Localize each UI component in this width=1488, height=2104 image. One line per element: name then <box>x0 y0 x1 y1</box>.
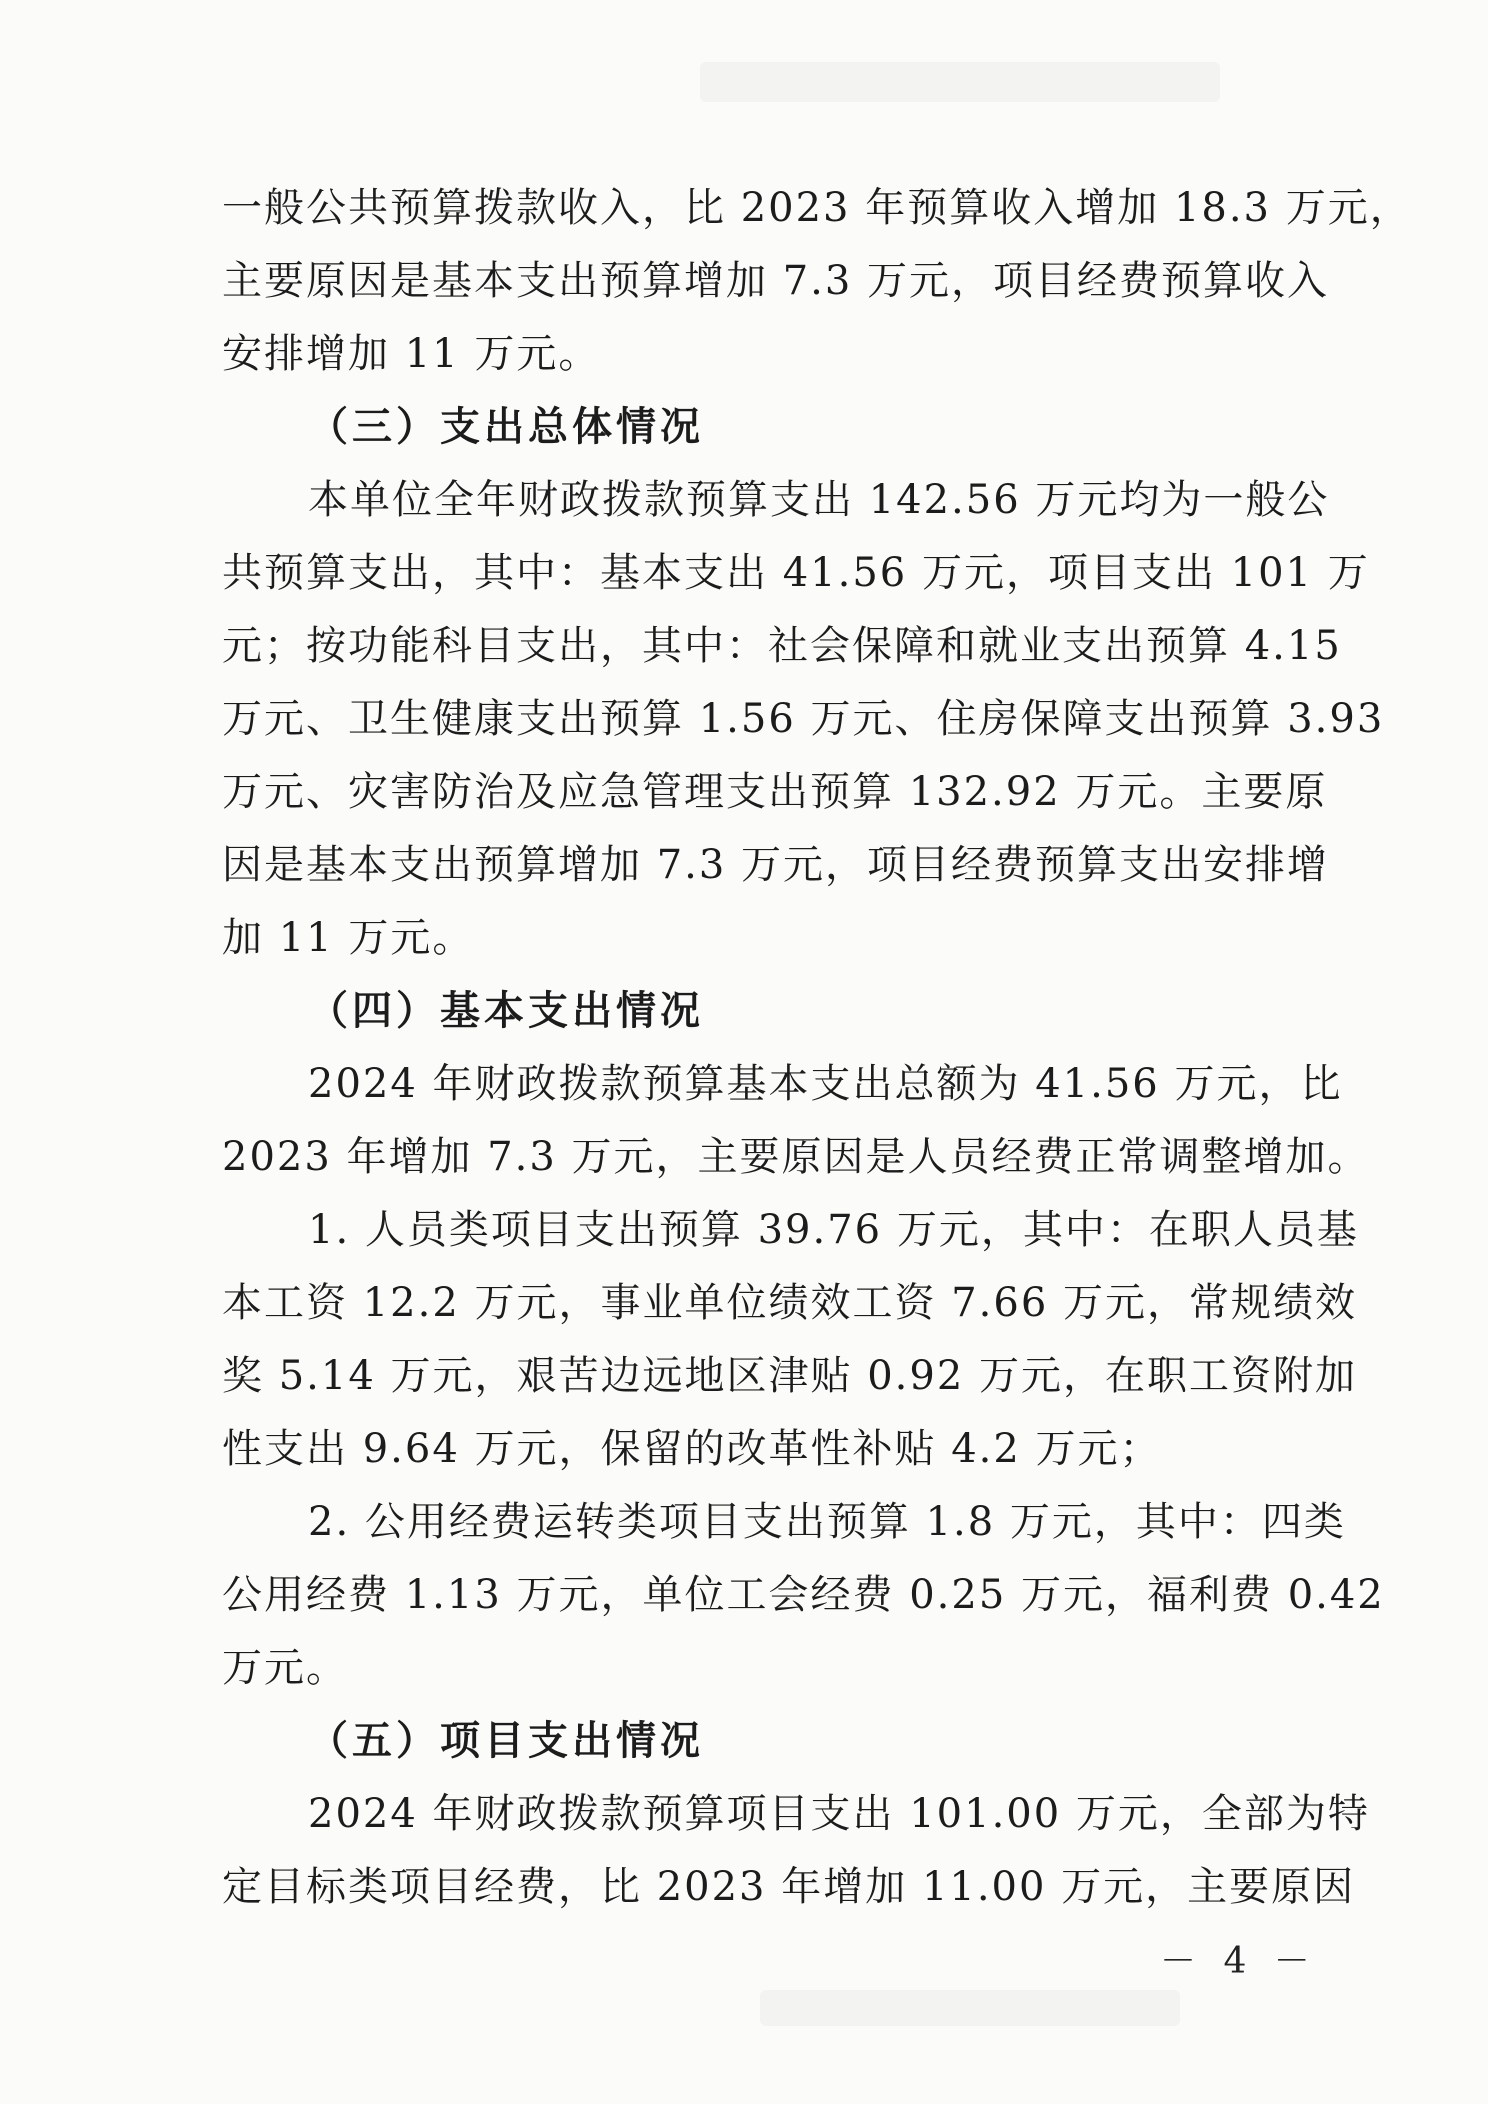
paragraph-line: 本单位全年财政拨款预算支出 142.56 万元均为一般公 <box>308 477 1330 523</box>
scan-bleed-through <box>760 1990 1180 2026</box>
scan-bleed-through <box>700 62 1220 102</box>
list-item-line: 万元。 <box>222 1645 348 1691</box>
list-item-line: 奖 5.14 万元，艰苦边远地区津贴 0.92 万元，在职工资附加 <box>222 1353 1357 1399</box>
paragraph-line: 主要原因是基本支出预算增加 7.3 万元，项目经费预算收入 <box>222 258 1330 304</box>
paragraph-line: 一般公共预算拨款收入，比 2023 年预算收入增加 18.3 万元， <box>222 185 1412 231</box>
section-heading-project-expenditure: （五）项目支出情况 <box>308 1717 704 1764</box>
paragraph-line: 元；按功能科目支出，其中：社会保障和就业支出预算 4.15 <box>222 623 1342 669</box>
paragraph-line: 2023 年增加 7.3 万元，主要原因是人员经费正常调整增加。 <box>222 1134 1370 1180</box>
paragraph-line: 加 11 万元。 <box>222 915 475 961</box>
paragraph-line: 安排增加 11 万元。 <box>222 331 601 377</box>
section-heading-expenditure-overview: （三）支出总体情况 <box>308 403 704 450</box>
paragraph-line: 定目标类项目经费，比 2023 年增加 11.00 万元，主要原因 <box>222 1864 1356 1910</box>
paragraph-line: 2024 年财政拨款预算基本支出总额为 41.56 万元，比 <box>308 1061 1343 1107</box>
section-heading-basic-expenditure: （四）基本支出情况 <box>308 987 704 1034</box>
paragraph-line: 万元、卫生健康支出预算 1.56 万元、住房保障支出预算 3.93 <box>222 696 1385 742</box>
paragraph-line: 共预算支出，其中：基本支出 41.56 万元，项目支出 101 万 <box>222 550 1370 596</box>
list-item-line: 性支出 9.64 万元，保留的改革性补贴 4.2 万元； <box>222 1426 1162 1472</box>
paragraph-line: 因是基本支出预算增加 7.3 万元，项目经费预算支出安排增 <box>222 842 1330 888</box>
document-page <box>222 0 1412 2104</box>
paragraph-line: 2024 年财政拨款预算项目支出 101.00 万元，全部为特 <box>308 1791 1370 1837</box>
list-item-line: 1. 人员类项目支出预算 39.76 万元，其中：在职人员基 <box>308 1207 1359 1253</box>
list-item-line: 公用经费 1.13 万元，单位工会经费 0.25 万元，福利费 0.42 <box>222 1572 1385 1618</box>
list-item-line: 本工资 12.2 万元，事业单位绩效工资 7.66 万元，常规绩效 <box>222 1280 1357 1326</box>
paragraph-line: 万元、灾害防治及应急管理支出预算 132.92 万元。主要原 <box>222 769 1328 815</box>
page-number: － 4 － <box>1160 1941 1318 1982</box>
list-item-line: 2. 公用经费运转类项目支出预算 1.8 万元，其中：四类 <box>308 1499 1346 1545</box>
